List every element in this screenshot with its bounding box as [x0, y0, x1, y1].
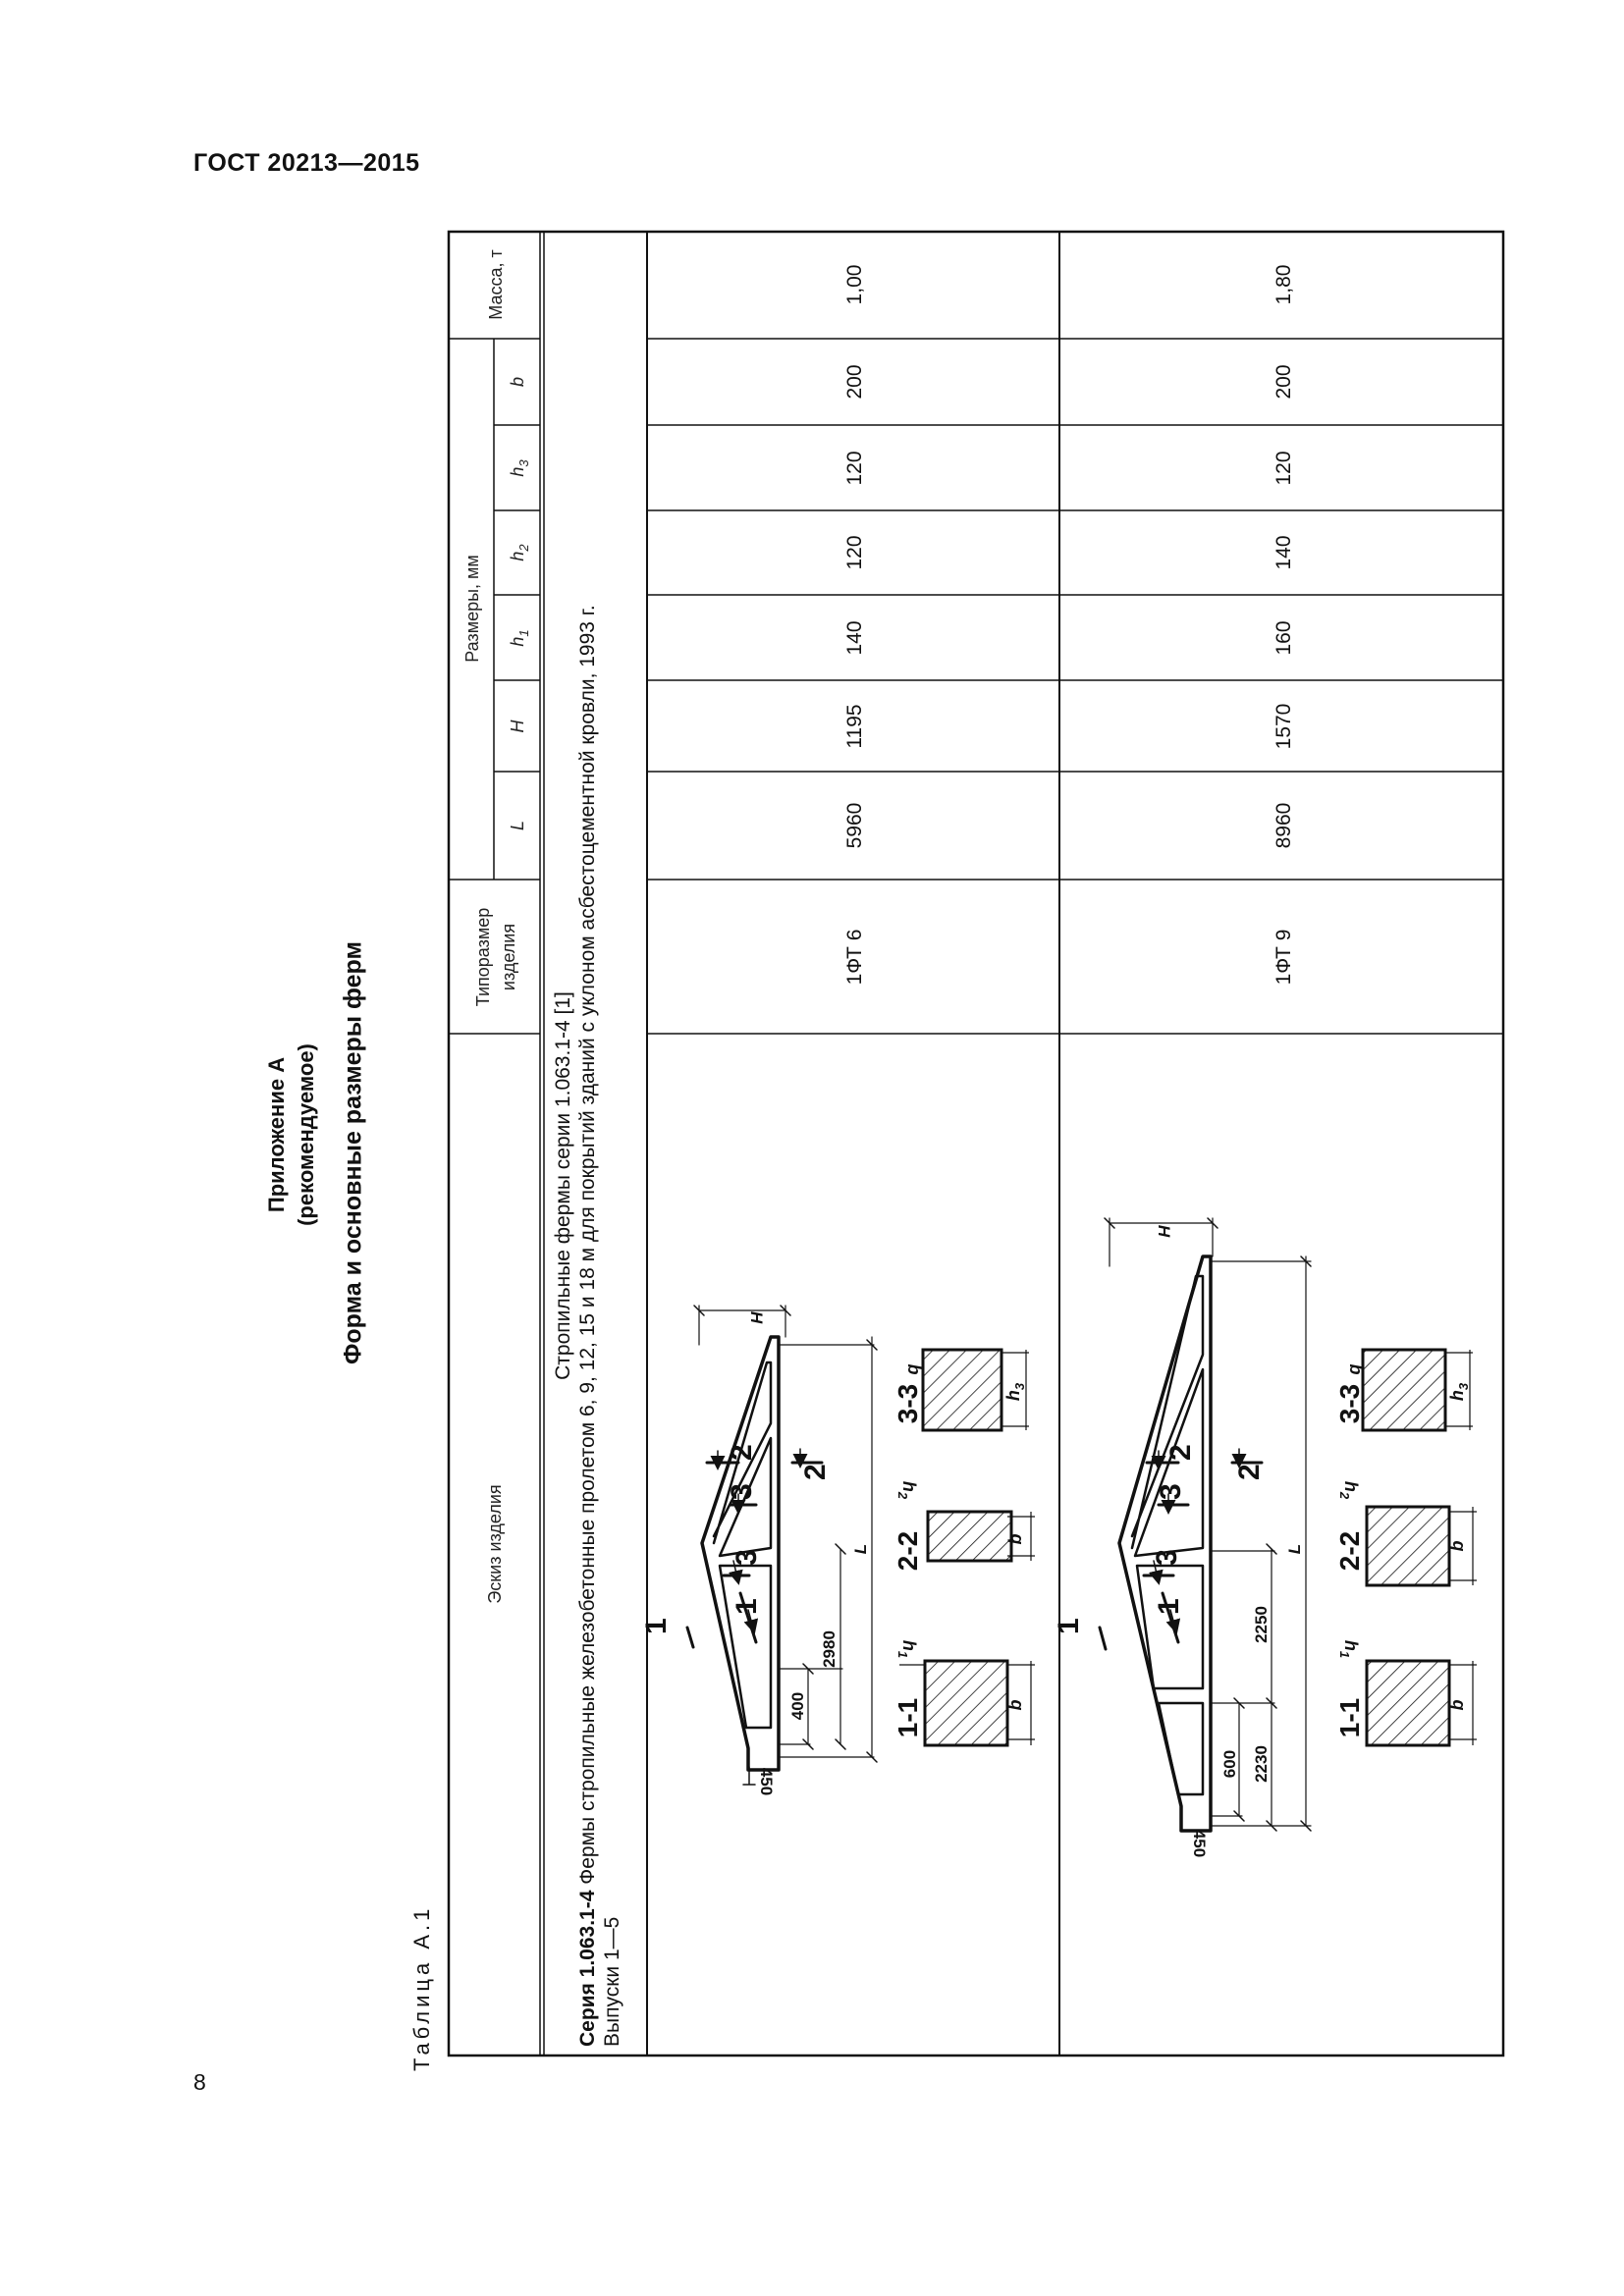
row2-h2: 140 [1272, 535, 1295, 570]
col-head-mass: Масса, т [486, 249, 506, 320]
section-mark-2-2a: 2 [1164, 1444, 1197, 1461]
sec3-b: b [904, 1363, 924, 1375]
dim-H-2: H [1155, 1224, 1173, 1238]
document-header: ГОСТ 20213—2015 [193, 149, 420, 177]
section-mark-2-1a: 2 [726, 1444, 758, 1461]
sec4-b: b [1447, 1699, 1467, 1711]
section-mark-1-1a: 1 [640, 1618, 673, 1634]
row1-H: 1195 [843, 704, 866, 749]
row1-h3: 120 [843, 451, 866, 486]
section-label-3-3-a: 3-3 [893, 1383, 923, 1424]
sec2-b: b [1005, 1533, 1025, 1545]
section-mark-2-2b: 2 [1233, 1464, 1266, 1480]
col-head-b: b [508, 376, 527, 388]
dim-2980-1: 2980 [820, 1630, 839, 1668]
row2-mass: 1,80 [1272, 264, 1295, 305]
row2-h1: 160 [1272, 620, 1295, 656]
col-head-L: L [508, 820, 527, 831]
dim-2250-2: 2250 [1252, 1606, 1271, 1643]
dim-H-1: H [747, 1310, 766, 1324]
row1-L: 5960 [843, 802, 866, 849]
col-head-type-1: Типоразмер [473, 907, 493, 1007]
sec2-h2: $h_2$ [895, 1480, 919, 1500]
section-mark-3-1a: 3 [731, 1549, 763, 1566]
dim-2230-2: 2230 [1252, 1745, 1271, 1783]
sec5-b: b [1447, 1540, 1467, 1552]
col-head-h1: $h_1$ [508, 629, 531, 647]
series-title-right: Стропильные фермы серии 1.063.1-4 [1] [552, 991, 574, 1380]
dim-L-1: L [851, 1543, 870, 1555]
dim-600-2: 600 [1220, 1749, 1239, 1779]
section-label-2-2-a: 2-2 [893, 1530, 923, 1572]
dim-400-1: 400 [788, 1691, 807, 1721]
row1-b: 200 [843, 364, 866, 400]
col-head-dims: Размеры, мм [462, 555, 482, 663]
row2-h3: 120 [1272, 451, 1295, 486]
row2-L: 8960 [1272, 802, 1295, 849]
page-number: 8 [193, 2069, 206, 2095]
appendix-title: Приложение А [264, 1056, 289, 1213]
sec6-b: b [1346, 1363, 1366, 1375]
sec5-h2: $h_2$ [1337, 1480, 1361, 1500]
row2-type: 1ФТ 9 [1272, 929, 1295, 986]
section-mark-2-1b: 2 [799, 1464, 832, 1480]
figure-title: Форма и основные размеры ферм [339, 941, 367, 1364]
dim-L-2: L [1285, 1543, 1304, 1555]
section-label-1-1-a: 1-1 [893, 1697, 923, 1738]
row1-mass: 1,00 [843, 264, 866, 305]
row2-b: 200 [1272, 364, 1295, 400]
section-mark-1-2a: 1 [1053, 1618, 1085, 1634]
truss-sketch-1 [687, 1306, 877, 1785]
dim-450-2: 450 [1190, 1829, 1209, 1858]
series-line-2: Выпуски 1—5 [601, 1916, 623, 2047]
truss-sketch-2 [1100, 1218, 1311, 1831]
col-head-sketch: Эскиз изделия [485, 1484, 505, 1604]
section-label-3-3-b: 3-3 [1334, 1383, 1365, 1424]
section-mark-3-1b: 3 [726, 1483, 758, 1500]
sec1-b: b [1005, 1699, 1025, 1711]
col-head-H: H [508, 720, 527, 733]
sec1-h1: $h_1$ [895, 1639, 919, 1659]
col-head-type-2: изделия [499, 923, 518, 991]
row1-type: 1ФТ 6 [843, 929, 866, 986]
dim-450-1: 450 [757, 1767, 776, 1796]
series-line-1: Серия 1.063.1-4 Фермы стропильные железобетонные пролетом 6, 9, 12, 15 и 18 м для покрытий зданий с уклоном асбестоцементной кровли, 1993 г. [576, 605, 599, 2047]
row1-h2: 120 [843, 535, 866, 570]
sec4-h1: $h_1$ [1337, 1639, 1361, 1659]
table-grid [449, 232, 1503, 2056]
row1-h1: 140 [843, 620, 866, 656]
section-mark-1-1b: 1 [731, 1598, 763, 1615]
section-mark-3-2b: 3 [1155, 1483, 1187, 1500]
section-mark-1-2b: 1 [1153, 1598, 1185, 1615]
sec3-h3: $h_3$ [1003, 1382, 1027, 1402]
section-label-1-1-b: 1-1 [1334, 1697, 1365, 1738]
table-caption: Таблица А.1 [409, 1904, 434, 2071]
section-label-2-2-b: 2-2 [1334, 1530, 1365, 1572]
appendix-subtitle: (рекомендуемое) [294, 1043, 318, 1226]
col-head-h2: $h_2$ [508, 544, 531, 561]
col-head-h3: $h_3$ [508, 459, 531, 477]
sec6-h3: $h_3$ [1447, 1382, 1471, 1402]
row2-H: 1570 [1272, 703, 1295, 750]
section-mark-3-2a: 3 [1151, 1549, 1183, 1566]
